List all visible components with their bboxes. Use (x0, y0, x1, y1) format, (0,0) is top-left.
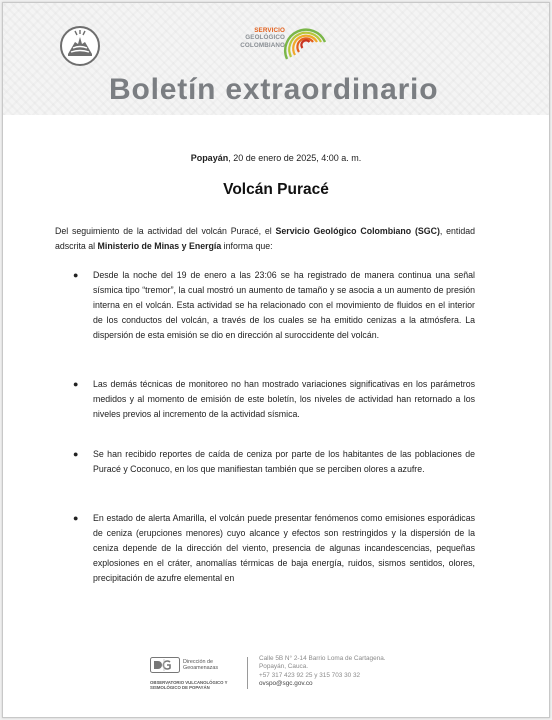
list-item (73, 377, 475, 422)
sgc-logo-text (229, 27, 285, 49)
bullet-dot-icon: ● (73, 379, 79, 389)
intro-text: Del seguimiento de la actividad del volcán Puracé, el (55, 226, 276, 236)
footer-divider (247, 657, 248, 689)
list-item-text: En estado de alerta Amarilla, el volcán puede presentar fenómenos como emisiones esporádicas de ceniza (erupciones menores) cuyo alcance y efectos son restringidos y la dispersión de la ceniza depende de la dirección del viento, presencia de algunas incandescencias, pequeñas explosiones en el cráter, anomalías térmicas de baja energía, ruidos, sismos sentidos, olores, precipitación de azufre elemental en (93, 513, 475, 584)
header-band (3, 3, 549, 115)
intro-paragraph (55, 224, 475, 254)
sgc-spiral-icon (283, 21, 329, 63)
ministry-name: Ministerio de Minas y Energía (97, 241, 222, 251)
list-item (73, 268, 475, 343)
list-item (73, 447, 475, 477)
observatory-line: OBSERVATORIO VULCANOLÓGICO Y (150, 680, 228, 685)
bullet-dot-icon: ● (73, 270, 79, 280)
contact-info (259, 655, 386, 689)
bullet-dot-icon: ● (73, 449, 79, 459)
list-item (73, 511, 475, 586)
dateline (3, 153, 549, 163)
dateline-place: Popayán (190, 153, 229, 163)
observatory-line: SISMOLÓGICO DE POPAYÁN (150, 685, 210, 691)
bulletin-page (2, 2, 550, 718)
list-item-text: Las demás técnicas de monitoreo no han mostrado variaciones significativas en los parámetros medidos y al momento de emisión de este boletín, los niveles de actividad han retornado a los niveles previos al incremento de la actividad sísmica. (93, 379, 475, 420)
bullet-dot-icon: ● (73, 513, 79, 523)
bulletin-title: Boletín extraordinario (109, 73, 439, 106)
dg-logo-icon (150, 657, 180, 673)
dg-name (183, 659, 218, 672)
sgc-logo-line: SERVICIO (254, 27, 285, 34)
observatory-name (150, 680, 240, 691)
page-footer (3, 643, 549, 703)
sgc-logo (229, 21, 339, 63)
contact-address: Calle 5B N° 2-14 Barrio Loma de Cartagena. (259, 655, 386, 662)
sgc-logo-line: COLOMBIANO (240, 41, 285, 49)
org-name: Servicio Geológico Colombiano (SGC) (275, 226, 440, 236)
list-item-text: Se han recibido reportes de caída de ceniza por parte de los habitantes de las poblaciones de Puracé y Coconuco, en los que manifiestan también que se perciben olores a azufre. (93, 449, 475, 475)
dateline-date: , 20 de enero de 2025, 4:00 a. m. (228, 153, 362, 163)
volcano-emblem-icon (59, 25, 101, 67)
contact-phone: +57 317 423 92 25 y 315 703 30 32 (259, 671, 361, 679)
intro-text: , entidad adscrita al (55, 226, 476, 251)
dg-name-line: Geoamenazas (183, 665, 219, 672)
contact-city: Popayán, Cauca. (259, 663, 309, 671)
intro-text: informa que: (221, 241, 273, 251)
sgc-logo-line: GEOLÓGICO (245, 34, 285, 42)
list-item-text: Desde la noche del 19 de enero a las 23:06 se ha registrado de manera continua una señal sísmica tipo “tremor”, la cual mostró un aumento de tamaño y se asocia a un aumento de presión interna en el volcán. Esta actividad se ha relacionado con el movimiento de fluidos en el interior de los conductos del volcán, a través de los cuales se ha emitido cenizas a la atmósfera. La dispersión de esta emisión se dio en dirección al suroccidente del volcán. (93, 270, 475, 341)
contact-email[interactable]: ovspo@sgc.gov.co (259, 680, 313, 688)
dg-name-line: Dirección de (183, 659, 213, 665)
volcano-title: Volcán Puracé (223, 181, 329, 198)
